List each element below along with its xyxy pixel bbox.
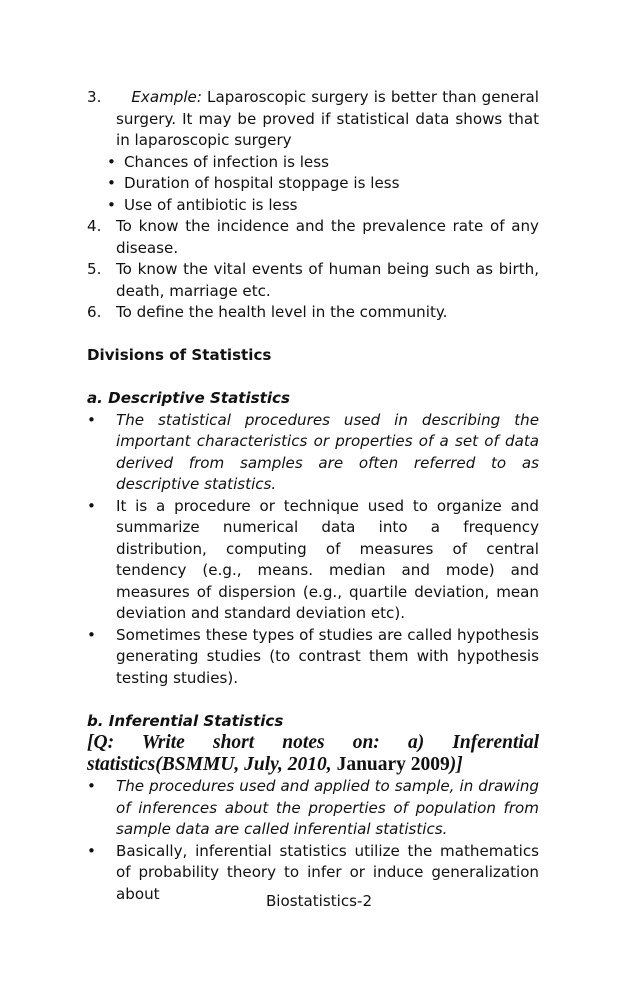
- list-item-5: [87, 259, 539, 302]
- divisions-heading: Divisions of Statistics: [87, 346, 272, 364]
- bullet-icon: •: [87, 625, 96, 644]
- list-number: 3.: [87, 88, 102, 106]
- bullet-icon: •: [107, 152, 116, 171]
- descriptive-bullet: [87, 625, 539, 690]
- descriptive-bullet: [87, 410, 539, 496]
- sub-bullet: [87, 173, 539, 195]
- list-item-6: [87, 302, 539, 324]
- bullet-icon: •: [87, 496, 96, 515]
- example-label: Example:: [131, 88, 202, 106]
- bullet-icon: •: [87, 410, 96, 429]
- bullet-icon: •: [87, 841, 96, 860]
- descriptive-bullet: [87, 496, 539, 625]
- list-item-text: To know the incidence and the prevalence rate of any disease.: [116, 217, 539, 257]
- bullet-icon: •: [107, 195, 116, 214]
- list-item-text: To know the vital events of human being such as birth, death, marriage etc.: [116, 260, 539, 300]
- list-number: 5.: [87, 260, 102, 278]
- bullet-text: The procedures used and applied to sample, in drawing of inferences about the properties of population from sample data are called inferential statistics.: [116, 777, 539, 838]
- sub-bullet: [87, 195, 539, 217]
- list-item-text: To define the health level in the community.: [116, 303, 448, 321]
- inferential-bullet: [87, 776, 539, 841]
- bullet-icon: •: [107, 174, 116, 192]
- exam-question: [Q: Write short notes on: a) Inferential statistics(BSMMU, July, 2010, January 2009)]: [87, 732, 539, 775]
- list-number: 4.: [87, 217, 102, 235]
- list-item-3: [87, 87, 539, 152]
- bullet-text: Basically, inferential statistics utilize the mathematics of probability theory to infer or induce generalization about: [116, 841, 539, 903]
- document-page: [87, 87, 539, 905]
- sub-bullet-text: Use of antibiotic is less: [124, 195, 298, 214]
- sub-bullet-text: Chances of infection is less: [124, 152, 329, 171]
- page-footer: Biostatistics-2: [265, 892, 373, 910]
- bullet-icon: •: [87, 777, 96, 795]
- sub-bullet: [87, 152, 539, 174]
- list-item-4: [87, 216, 539, 259]
- bullet-text: Sometimes these types of studies are called hypothesis generating studies (to contrast them with hypothesis testing studies).: [116, 625, 539, 687]
- bullet-text: The statistical procedures used in describing the important characteristics or properties of a set of data derived from samples are often referred to as descriptive statistics.: [116, 410, 539, 493]
- list-number: 6.: [87, 303, 102, 321]
- list-item-text: Laparoscopic surgery is better than general surgery. It may be proved if statistical data shows that in laparoscopic surgery: [116, 88, 539, 149]
- descriptive-heading: a. Descriptive Statistics: [87, 389, 290, 407]
- sub-bullet-text: Duration of hospital stoppage is less: [124, 174, 400, 192]
- inferential-heading: b. Inferential Statistics: [87, 711, 284, 730]
- bullet-text: It is a procedure or technique used to organize and summarize numerical data into a frequency distribution, computing of measures of central tendency (e.g., means. median and mode) and measures of dispersion (e.g., quartile deviation, mean deviation and standard deviation etc).: [116, 496, 539, 622]
